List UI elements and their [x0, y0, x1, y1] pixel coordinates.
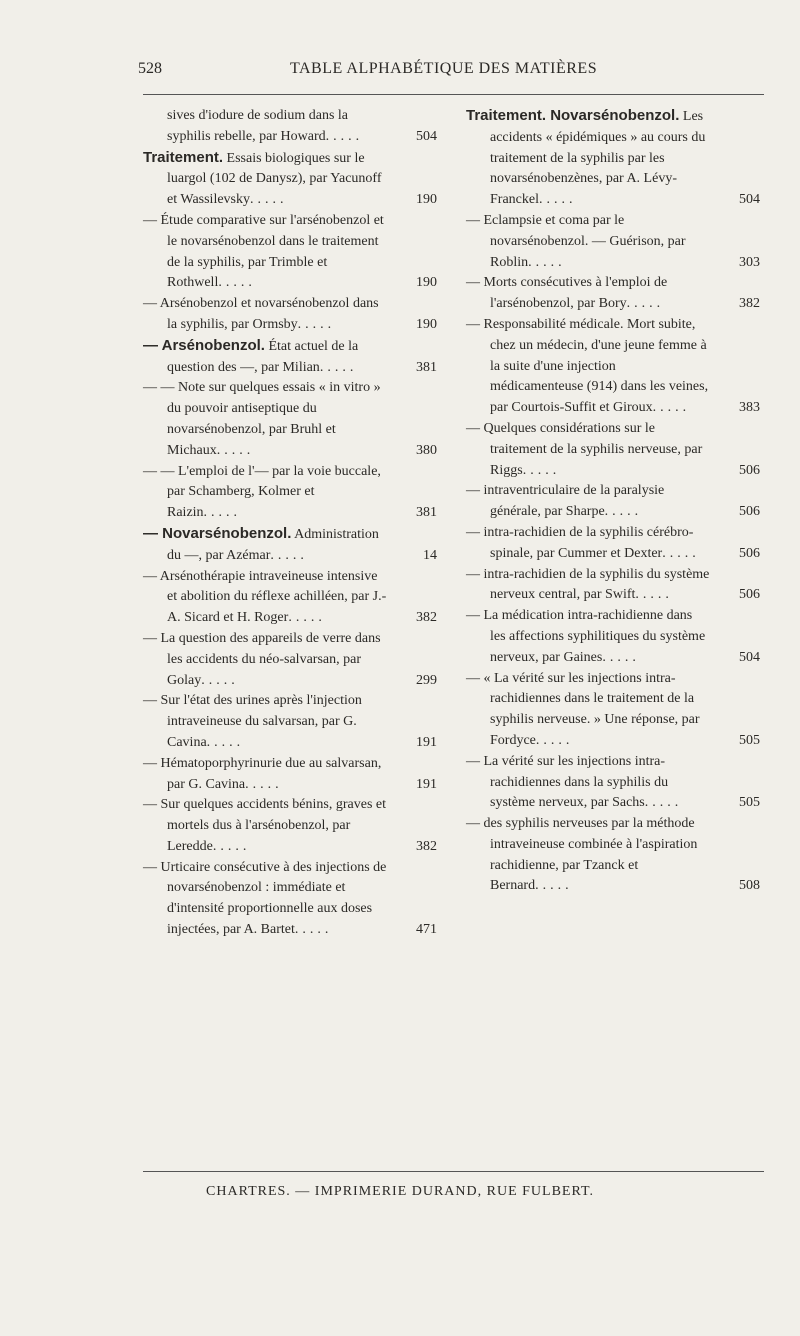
entry-page-number: 505: [739, 732, 760, 748]
index-entry: [143, 378, 437, 461]
index-entry: [143, 294, 437, 336]
entry-page-number: 506: [739, 504, 760, 520]
dot-leader: .....: [288, 610, 326, 626]
entry-text: — Sur l'état des urines après l'injection intraveineuse du salvarsan, par G. Cavina: [143, 693, 362, 750]
entry-text: — Arsénothérapie intraveineuse intensive et abolition du réflexe achilléen, par J.-A. Sicard et H. Roger: [143, 568, 387, 626]
dot-leader: .....: [245, 776, 283, 792]
entry-text: — intra-rachidien de la syphilis cérébro-spinale, par Cummer et Dexter: [466, 524, 694, 561]
entry-page-number: 506: [739, 587, 760, 603]
dot-leader: .....: [662, 545, 700, 561]
entry-text: — Arsénobenzol et novarsénobenzol dans la syphilis, par Ormsby: [143, 296, 379, 332]
dot-leader: .....: [250, 192, 288, 208]
entry-page-number: 508: [739, 878, 760, 894]
entry-text: Essais biologiques sur le luargol (102 de Danysz), par Yacunoff et Wassilevsky: [167, 150, 382, 208]
dot-leader: .....: [535, 878, 573, 894]
entry-text: — intra-rachidien de la syphilis du système nerveux central, par Swift: [466, 566, 710, 603]
entry-page-number: 382: [416, 838, 437, 854]
entry-text: — « La vérité sur les injections intra-rachidiennes dans le traitement de la syphilis nerveuse. » Une réponse, par Fordyce: [466, 670, 700, 748]
index-entry: [466, 752, 760, 814]
running-title: TABLE ALPHABÉTIQUE DES MATIÈRES: [290, 60, 598, 77]
entry-heading: Traitement. Novarsénobenzol.: [466, 107, 680, 124]
entry-page-number: 299: [416, 672, 437, 688]
entry-text: — Urticaire consécutive à des injections de novarsénobenzol : immédiate et d'intensité proportionnelle aux doses injectées, par A. Bartet: [143, 859, 387, 938]
index-entry: [466, 565, 760, 607]
dot-leader: .....: [216, 442, 255, 458]
entry-page-number: 506: [739, 462, 760, 478]
entry-page-number: 382: [739, 296, 760, 312]
entry-page-number: 506: [739, 545, 760, 561]
entry-text: — Quelques considérations sur le traitement de la syphilis nerveuse, par Riggs: [466, 420, 703, 478]
index-entry: [466, 814, 760, 897]
index-entry: [466, 315, 760, 419]
entry-page-number: 383: [739, 400, 760, 416]
entry-text: — Responsabilité médicale. Mort subite, chez un médecin, d'une jeune femme à la suite d'une injection médicamenteuse (914) dans les veines, par Courtois-Suffit et Giroux: [466, 316, 709, 416]
index-entry: [143, 691, 437, 753]
dot-leader: .....: [294, 922, 333, 938]
index-entry: [143, 858, 437, 941]
entry-text: — Hématoporphyrinurie due au salvarsan, par G. Cavina: [143, 755, 382, 792]
entry-page-number: 504: [739, 649, 760, 665]
entry-text: — La vérité sur les injections intra-rachidiennes dans la syphilis du système nerveux, par Sachs: [466, 753, 669, 811]
entry-page-number: 471: [416, 922, 437, 938]
left-column: [143, 106, 437, 941]
index-entry: [466, 481, 760, 523]
entry-page-number: 382: [416, 610, 437, 626]
entry-page-number: 191: [416, 776, 437, 792]
index-entry: [143, 567, 437, 629]
top-rule: [143, 94, 764, 95]
entry-heading: Traitement.: [143, 148, 224, 166]
entry-text: sives d'iodure de sodium dans la syphilis rebelle, par Howard: [167, 108, 348, 144]
dot-leader: .....: [270, 547, 308, 563]
dot-leader: .....: [218, 275, 256, 291]
entry-text: — Eclampsie et coma par le novarsénobenzol. — Guérison, par Roblin: [466, 212, 686, 270]
entry-page-number: 14: [423, 547, 437, 563]
right-column: [466, 106, 760, 897]
index-entry: [143, 336, 437, 379]
entry-page-number: 303: [739, 254, 760, 270]
entry-text: — — L'emploi de l'— par la voie buccale, par Schamberg, Kolmer et Raizin: [143, 463, 381, 521]
entry-page-number: 504: [416, 128, 437, 144]
dot-leader: .....: [528, 254, 566, 270]
dot-leader: .....: [635, 587, 673, 603]
index-entry: [143, 106, 437, 148]
dot-leader: .....: [522, 462, 561, 478]
entry-text: Les accidents « épidémiques » au cours du traitement de la syphilis par les novarsénobenzènes, par A. Lévy-Franckel: [490, 109, 706, 208]
entry-text: — intraventriculaire de la paralysie générale, par Sharpe: [466, 483, 665, 520]
entry-page-number: 190: [416, 316, 437, 332]
entry-text: — La médication intra-rachidienne dans les affections syphilitiques du système nerveux, par Gaines: [466, 608, 706, 665]
page-number: 528: [138, 60, 162, 77]
index-entry: [143, 629, 437, 691]
index-entry: [466, 523, 760, 565]
entry-text: État actuel de la question des —, par Milian: [167, 338, 359, 375]
index-entry: [143, 795, 437, 857]
index-entry: [143, 148, 437, 211]
entry-heading: — Novarsénobenzol.: [143, 524, 292, 542]
dot-leader: .....: [203, 505, 242, 521]
printer-imprint: CHARTRES. — IMPRIMERIE DURAND, RUE FULBERT.: [206, 1184, 594, 1199]
entry-text: — — Note sur quelques essais « in vitro » du pouvoir antiseptique du novarsénobenzol, par Bruhl et Michaux: [143, 380, 381, 458]
index-entry: [466, 606, 760, 668]
index-entry: [143, 754, 437, 796]
entry-page-number: 505: [739, 795, 760, 811]
entry-text: — Morts consécutives à l'emploi de l'arsénobenzol, par Bory: [466, 275, 668, 312]
index-entry: [143, 524, 437, 567]
entry-page-number: 380: [416, 442, 437, 458]
dot-leader: .....: [212, 838, 251, 854]
dot-leader: .....: [538, 192, 577, 208]
dot-leader: .....: [626, 296, 665, 312]
index-entry: [466, 211, 760, 273]
entry-heading: — Arsénobenzol.: [143, 336, 265, 354]
bottom-rule: [143, 1171, 764, 1172]
dot-leader: .....: [297, 316, 336, 332]
entry-text: — Sur quelques accidents bénins, graves et mortels dus à l'arsénobenzol, par Leredde: [143, 797, 386, 854]
entry-text: — La question des appareils de verre dans les accidents du néo-salvarsan, par Golay: [143, 630, 381, 688]
dot-leader: .....: [319, 359, 358, 375]
entry-page-number: 504: [739, 192, 760, 208]
entry-text: — Étude comparative sur l'arsénobenzol et le novarsénobenzol dans le traitement de la syphilis, par Trimble et Rothwell: [143, 212, 384, 291]
index-entry: [143, 462, 437, 524]
entry-text: — des syphilis nerveuses par la méthode intraveineuse combinée à l'aspiration rachidienne, par Tzanck et Bernard: [466, 816, 698, 894]
dot-leader: .....: [206, 734, 245, 750]
dot-leader: .....: [201, 672, 239, 688]
entry-page-number: 190: [416, 275, 437, 291]
dot-leader: .....: [535, 732, 574, 748]
entry-page-number: 191: [416, 734, 437, 750]
index-entry: [466, 669, 760, 752]
dot-leader: .....: [652, 400, 691, 416]
entry-page-number: 381: [416, 359, 437, 375]
dot-leader: .....: [602, 649, 640, 665]
entry-page-number: 190: [416, 192, 437, 208]
dot-leader: .....: [644, 795, 683, 811]
entry-page-number: 381: [416, 505, 437, 521]
index-entry: [466, 419, 760, 481]
index-entry: [466, 106, 760, 211]
index-entry: [466, 273, 760, 315]
index-entry: [143, 211, 437, 294]
dot-leader: .....: [325, 128, 364, 144]
dot-leader: .....: [604, 504, 643, 520]
entry-text: Administration du —, par Azémar: [167, 526, 379, 563]
